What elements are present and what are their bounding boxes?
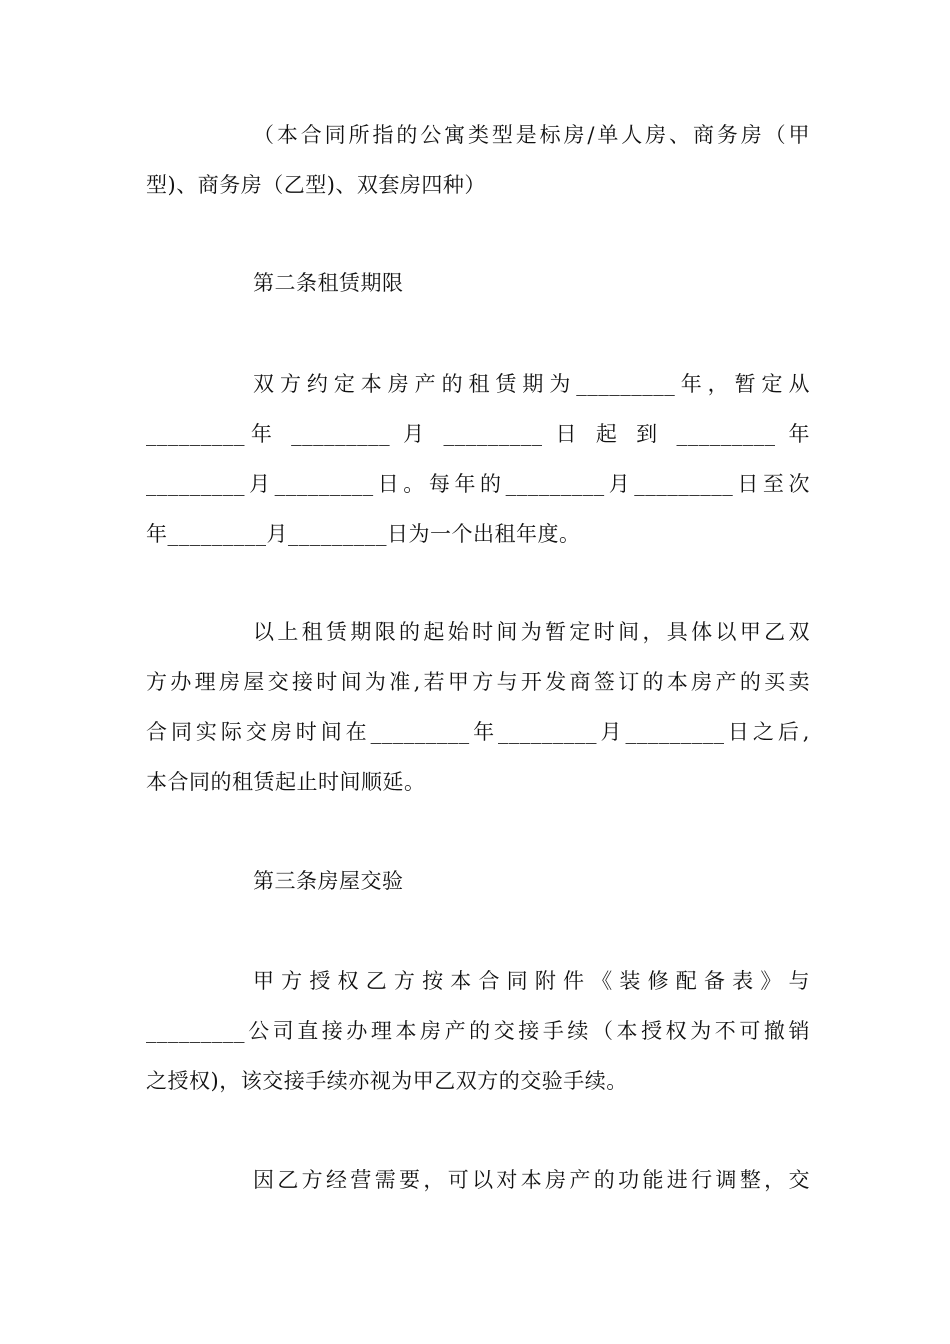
lease-term-line-1: 双方约定本房产的租赁期为_________年，暂定从 [253,372,810,396]
article-2-heading: 第二条租赁期限 [253,271,404,295]
handover-line-3: 之授权)，该交接手续亦视为甲乙双方的交验手续。 [146,1069,628,1093]
lease-term-line-4: 年_________月_________日为一个出租年度。 [146,522,581,546]
lease-term-line-3: _________月_________日。每年的_________月_________日至次 [146,472,810,496]
article-3-heading: 第三条房屋交验 [253,869,404,893]
lease-start-line-1: 以上租赁期限的起始时间为暂定时间，具体以甲乙双 [253,620,810,644]
handover-line-2: _________公司直接办理本房产的交接手续（本授权为不可撤销 [146,1019,810,1043]
paragraph-apartment-types-line-1: （本合同所指的公寓类型是标房/单人房、商务房（甲 [253,123,810,147]
handover-line-1: 甲方授权乙方按本合同附件《装修配备表》与 [253,969,810,993]
lease-start-line-2: 方办理房屋交接时间为准,若甲方与开发商签订的本房产的买卖 [146,670,810,694]
lease-term-line-2: _________年 _________ 月 _________ 日 起 到 _________ 年 [146,422,810,446]
paragraph-apartment-types-line-2: 型)、商务房（乙型)、双套房四种） [146,173,486,197]
lease-start-line-3: 合同实际交房时间在_________年_________月_________日之后, [146,720,810,744]
function-adjustment-line-1: 因乙方经营需要，可以对本房产的功能进行调整，交 [253,1168,810,1192]
lease-start-line-4: 本合同的租赁起止时间顺延。 [146,770,426,794]
